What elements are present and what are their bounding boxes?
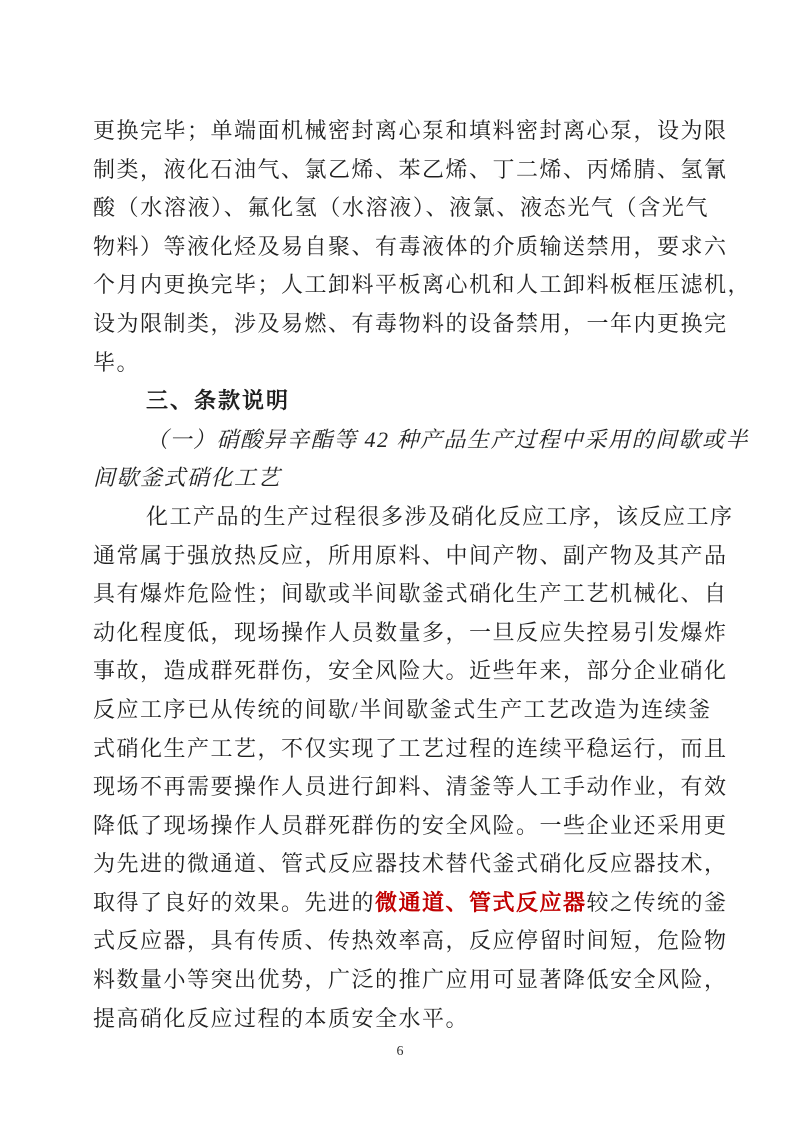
paragraph-line — [93, 652, 728, 691]
text-segment: 物料）等液化烃及易自聚、有毒液体的介质输送禁用，要求六 — [93, 233, 728, 259]
highlight-red-text: 微通道、管式反应器 — [375, 889, 587, 915]
text-segment: 为先进的微通道、管式反应器技术替代釜式硝化反应器技术， — [93, 851, 728, 877]
text-segment: 酸（水溶液）、氟化氢（水溶液）、液氯、液态光气（含光气 — [93, 195, 709, 221]
paragraph-line — [93, 730, 728, 769]
subsection-heading-line — [93, 459, 709, 498]
body-line — [93, 305, 728, 344]
paragraph-line — [93, 1000, 709, 1039]
text-segment: 降低了现场操作人员群死群伤的安全风险。一些企业还采用更 — [93, 812, 728, 838]
section-heading — [93, 382, 709, 421]
page-footer — [0, 1042, 800, 1060]
body-line — [93, 151, 728, 190]
text-segment: 事故，造成群死群伤，安全风险大。近些年来，部分企业硝化 — [93, 658, 728, 684]
text-segment: 式反应器，具有传质、传热效率高，反应停留时间短，危险物 — [93, 928, 728, 954]
text-segment: 通常属于强放热反应，所用原料、中间产物、副产物及其产品 — [93, 542, 728, 568]
text-segment: 设为限制类，涉及易燃、有毒物料的设备禁用，一年内更换完 — [93, 310, 728, 336]
paragraph-line — [93, 884, 728, 923]
text-segment: 动化程度低，现场操作人员数量多，一旦反应失控易引发爆炸 — [93, 619, 728, 645]
paragraph-line — [93, 768, 728, 807]
text-segment: 化工产品的生产过程很多涉及硝化反应工序，该反应工序 — [146, 503, 734, 529]
paragraph-line — [93, 845, 728, 884]
paragraph-line — [93, 807, 728, 846]
text-segment: 现场不再需要操作人员进行卸料、清釜等人工手动作业，有效 — [93, 774, 728, 800]
paragraph-line — [93, 498, 734, 537]
paragraph-line — [93, 691, 712, 730]
text-segment: （一）硝酸异辛酯等 42 种产品生产过程中采用的间歇或半 — [146, 426, 750, 452]
text-segment: 料数量小等突出优势，广泛的推广应用可显著降低安全风险， — [93, 967, 728, 993]
body-line — [93, 228, 728, 267]
paragraph-line — [93, 575, 728, 614]
text-segment: 反应工序已从传统的间歇/半间歇釜式生产工艺改造为连续釜 — [93, 696, 712, 722]
body-line — [93, 344, 709, 383]
text-segment: 提高硝化反应过程的本质安全水平。 — [93, 1005, 470, 1031]
page-number: 6 — [396, 1044, 404, 1059]
text-segment: 制类，液化石油气、氯乙烯、苯乙烯、丁二烯、丙烯腈、氢氰 — [93, 156, 728, 182]
paragraph-line — [93, 614, 728, 653]
text-segment: 毕。 — [93, 349, 141, 375]
text-segment: 式硝化生产工艺，不仅实现了工艺过程的连续平稳运行，而且 — [93, 735, 728, 761]
text-segment: 取得了良好的效果。先进的 — [93, 889, 376, 915]
paragraph-line — [93, 922, 728, 961]
body-line — [93, 112, 728, 151]
page-body — [93, 112, 752, 1038]
paragraph-line — [93, 961, 728, 1000]
subsection-heading-line — [93, 421, 750, 460]
text-segment: 具有爆炸危险性；间歇或半间歇釜式硝化生产工艺机械化、自 — [93, 581, 728, 607]
text-segment: 较之传统的釜 — [586, 889, 728, 915]
body-line — [93, 266, 752, 305]
text-segment: 个月内更换完毕；人工卸料平板离心机和人工卸料板框压滤机， — [93, 272, 752, 298]
text-segment: 三、条款说明 — [146, 388, 291, 414]
text-segment: 更换完毕；单端面机械密封离心泵和填料密封离心泵，设为限 — [93, 118, 728, 143]
paragraph-line — [93, 537, 728, 576]
body-line — [93, 189, 709, 228]
text-segment: 间歇釜式硝化工艺 — [93, 465, 282, 491]
